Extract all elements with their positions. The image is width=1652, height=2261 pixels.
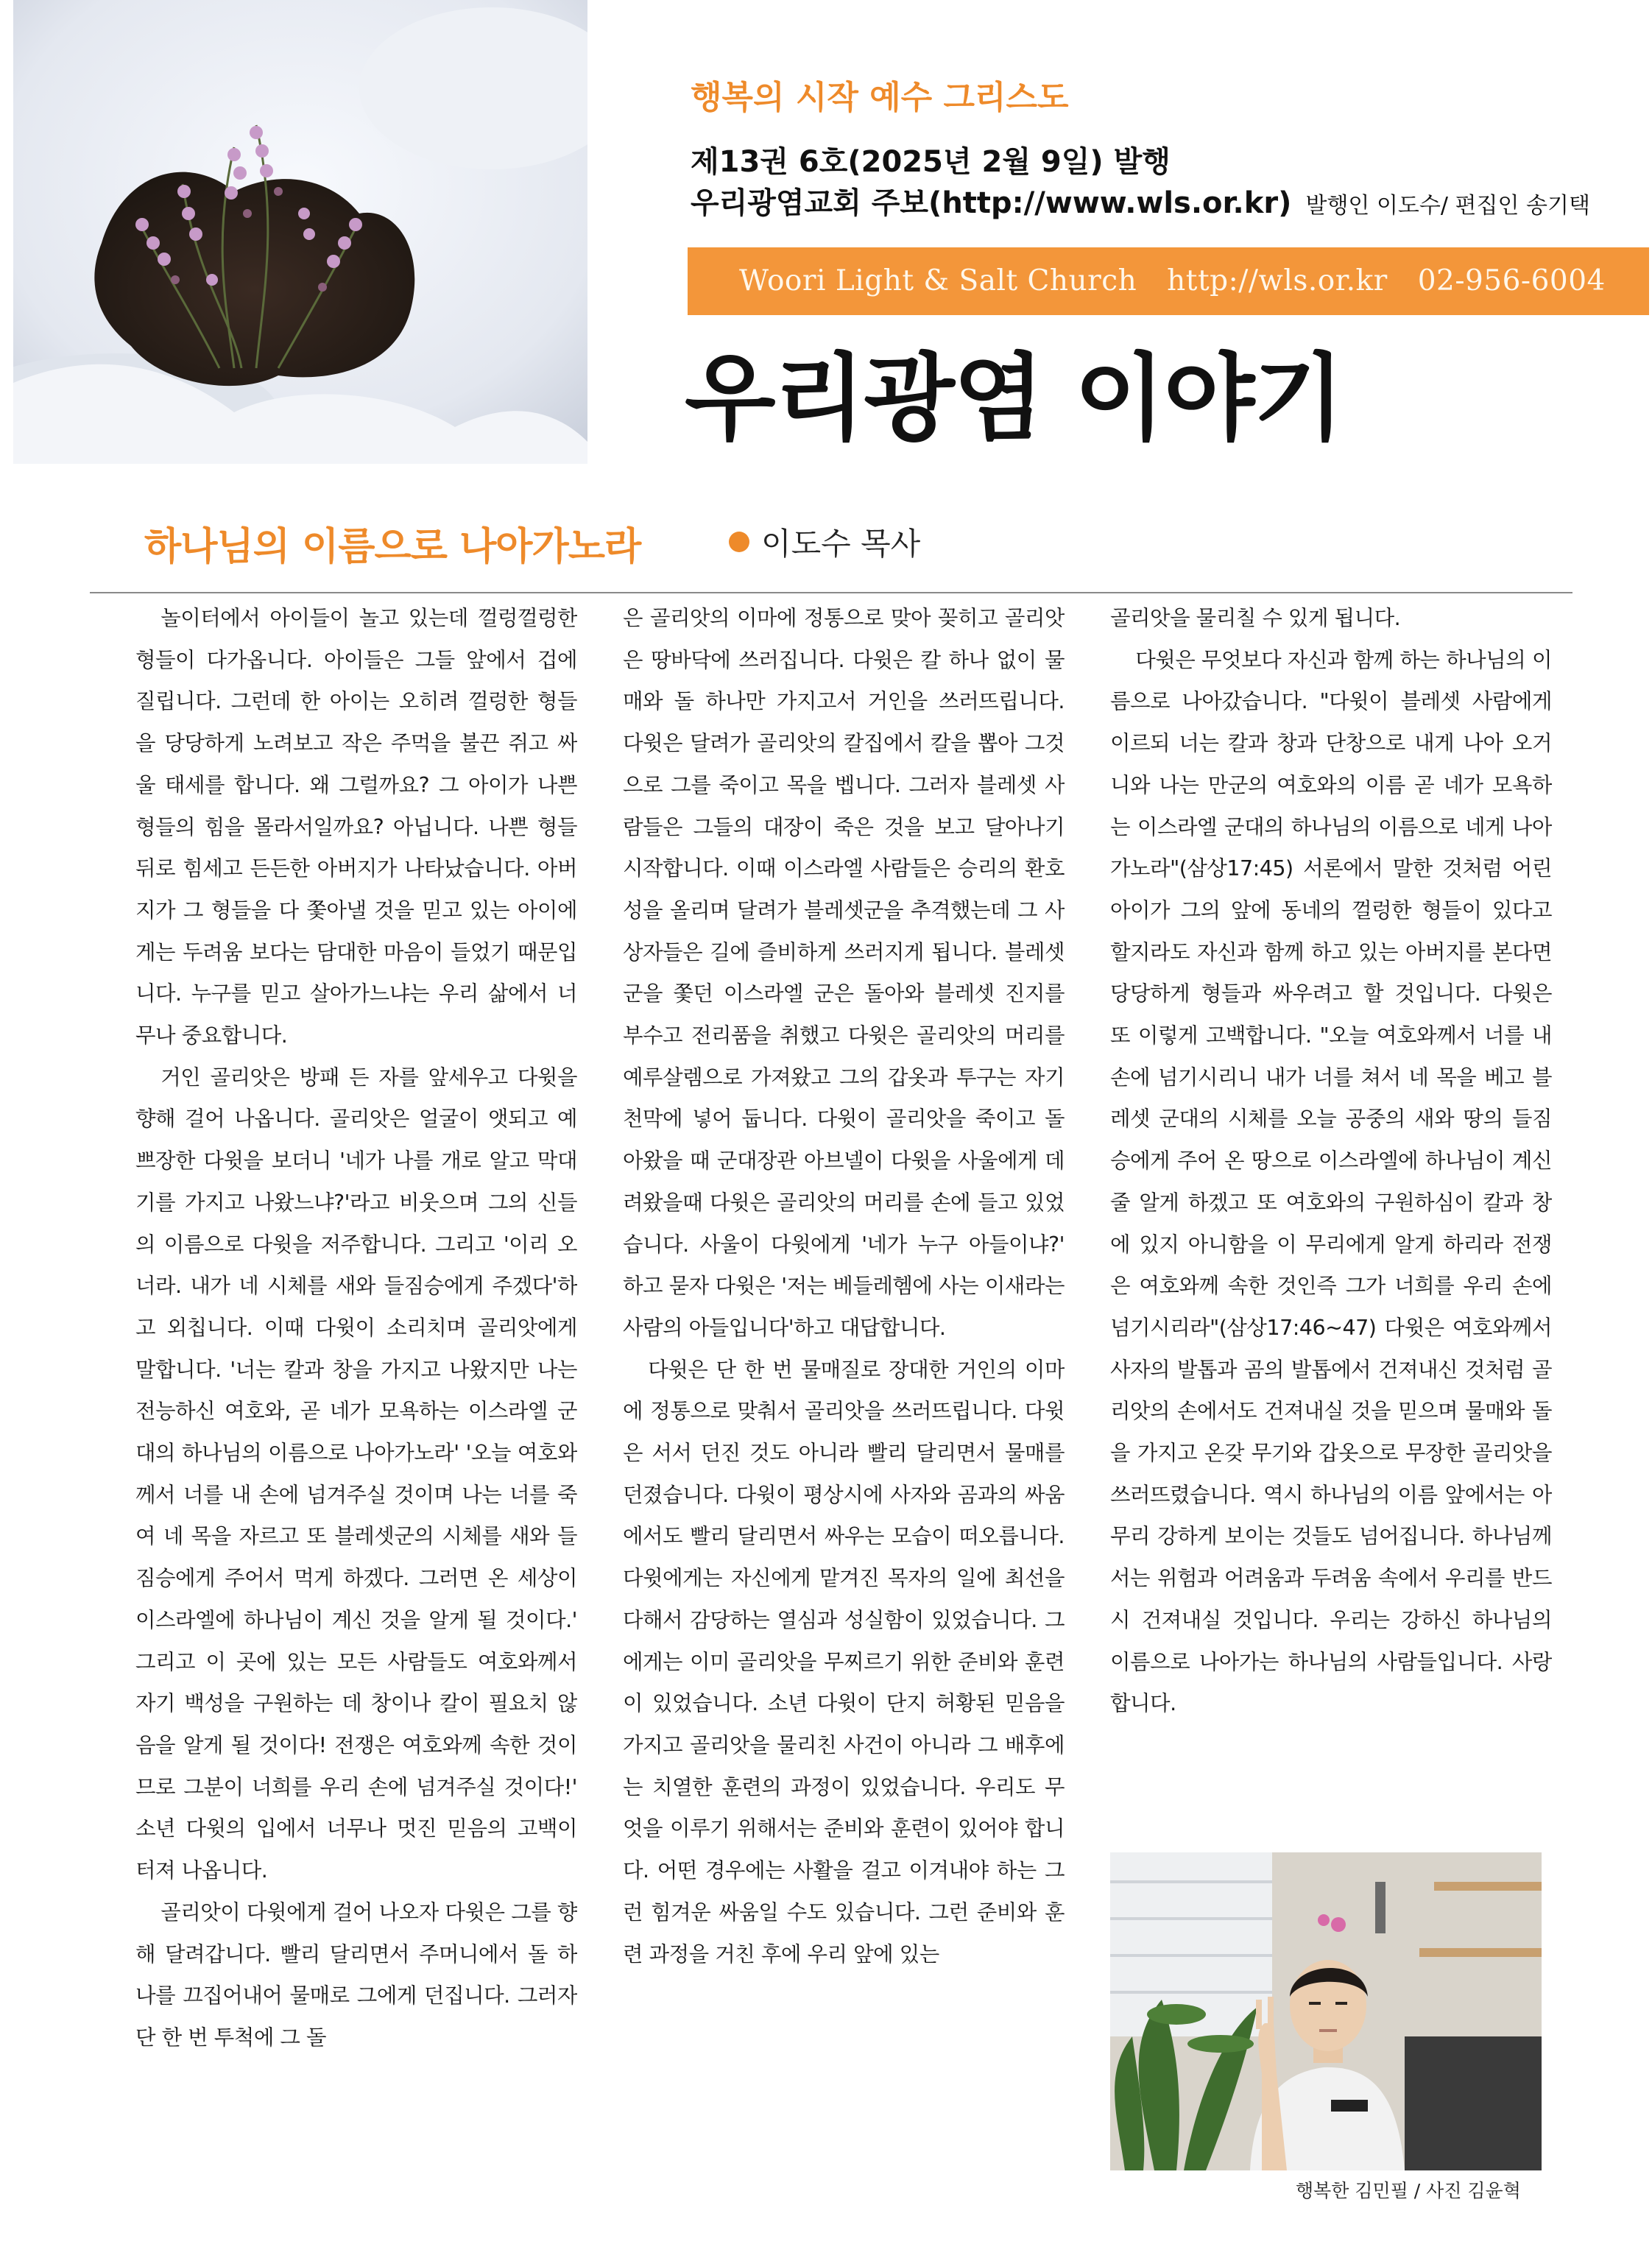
member-photo	[1110, 1852, 1542, 2170]
divider	[90, 592, 1572, 593]
article-column-3	[1110, 598, 1552, 1842]
slogan: 행복의 시작 예수 그리스도	[691, 79, 1069, 116]
bullet-dot-icon	[729, 532, 749, 552]
paragraph: 골리앗이 다윗에게 걸어 나오자 다윗은 그를 향해 달려갑니다. 빨리 달리면서 주머니에서 돌 하나를 끄집어내어 물매로 그에게 던집니다. 그러자 단 한 번 투척에 그 돌	[135, 1900, 577, 2050]
article-column-1	[135, 598, 577, 2181]
paragraph: 놀이터에서 아이들이 놀고 있는데 껄렁껄렁한 형들이 다가옵니다. 아이들은 그들 앞에서 겁에 질립니다. 그런데 한 아이는 오히려 껄렁한 형들을 당당하게 노려보고 작은 주먹을 불끈 쥐고 싸울 태세를 합니다. 왜 그럴까요? 그 아이가 나쁜 형들의 힘을 몰라서일까요? 아닙니다. 나쁜 형들 뒤로 힘세고 든든한 아버지가 나타났습니다. 아버지가 그 형들을 다 쫓아낼 것을 믿고 있는 아이에게는 두려움 보다는 담대한 마음이 들었기 때문입니다. 누구를 믿고 살아가느냐는 우리 삶에서 너무나 중요합니다.	[135, 606, 577, 1048]
masthead-title: 우리광염 이야기	[685, 344, 1344, 454]
issue-info: 제13권 6호(2025년 2월 9일) 발행	[691, 145, 1171, 179]
church-phone: 02-956-6004	[1417, 264, 1606, 297]
paragraph: 다윗은 무엇보다 자신과 함께 하는 하나님의 이름으로 나아갔습니다. "다윗이 블레셋 사람에게 이르되 너는 칼과 창과 단창으로 내게 나아 오거니와 나는 만군의 여호와의 이름 곧 네가 모욕하는 이스라엘 군대의 하나님의 이름으로 네게 나아가노라"(삼상17:45) 서론에서 말한 것처럼 어린 아이가 그의 앞에 동네의 껄렁한 형들이 있다고 할지라도 자신과 함께 하고 있는 아버지를 본다면 당당하게 형들과 싸우려고 할 것입니다. 다윗은 또 이렇게 고백합니다. "오늘 여호와께서 너를 내 손에 넘기시리니 내가 너를 쳐서 네 목을 베고 블레셋 군대의 시체를 오늘 공중의 새와 땅의 들짐승에게 주어 온 땅으로 이스라엘에 하나님이 계신 줄 알게 하겠고 또 여호와의 구원하심이 칼과 창에 있지 아니함을 이 무리에게 알게 하리라 전쟁은 여호와께 속한 것인즉 그가 너희를 우리 손에 넘기시리라"(삼상17:46~47) 다윗은 여호와께서 사자의 발톱과 곰의 발톱에서 건져내신 것처럼 골리앗의 손에서도 건져내실 것을 믿으며 물매와 돌을 가지고 온갖 무기와 갑옷으로 무장한 골리앗을 쓰러뜨렸습니다. 역시 하나님의 이름 앞에서는 아무리 강하게 보이는 것들도 넘어집니다. 하나님께서는 위험과 어려움과 두려움 속에서 우리를 반드시 건져내실 것입니다. 우리는 강하신 하나님의 이름으로 나아가는 하나님의 사람들입니다. 사랑합니다.	[1110, 647, 1552, 1716]
article-title: 하나님의 이름으로 나아가노라	[144, 525, 641, 569]
church-banner	[688, 247, 1649, 315]
paper-name: 우리광염교회 주보(http://www.wls.or.kr)	[691, 186, 1292, 220]
church-url: http://wls.or.kr	[1167, 264, 1388, 297]
paragraph: 골리앗을 물리칠 수 있게 됩니다.	[1110, 606, 1401, 630]
byline	[729, 520, 920, 564]
paragraph: 다윗은 단 한 번 물매질로 장대한 거인의 이마에 정통으로 맞춰서 골리앗을 쓰러뜨립니다. 다윗은 서서 던진 것도 아니라 빨리 달리면서 물매를 던졌습니다. 다윗이 평상시에 사자와 곰과의 싸움에서도 빨리 달리면서 싸우는 모습이 떠오릅니다. 다윗에게는 자신에게 맡겨진 목자의 일에 최선을 다해서 감당하는 열심과 성실함이 있었습니다. 그에게는 이미 골리앗을 무찌르기 위한 준비와 훈련이 있었습니다. 소년 다윗이 단지 허황된 믿음을 가지고 골리앗을 물리친 사건이 아니라 그 배후에는 치열한 훈련의 과정이 있었습니다. 우리도 무엇을 이루기 위해서는 준비와 훈련이 있어야 합니다. 어떤 경우에는 사활을 걸고 이겨내야 하는 그런 힘겨운 싸움일 수도 있습니다. 그런 준비와 훈련 과정을 거친 후에 우리 앞에 있는	[623, 1357, 1065, 1967]
paragraph: 거인 골리앗은 방패 든 자를 앞세우고 다윗을 향해 걸어 나옵니다. 골리앗은 얼굴이 앳되고 예쁘장한 다윗을 보더니 '네가 나를 개로 알고 막대기를 가지고 나왔느냐?'라고 비웃으며 그의 신들의 이름으로 다윗을 저주합니다. 그리고 '이리 오너라. 내가 네 시체를 새와 들짐승에게 주겠다'하고 외칩니다. 이때 다윗이 소리치며 골리앗에게 말합니다. '너는 칼과 창을 가지고 나왔지만 나는 전능하신 여호와, 곧 네가 모욕하는 이스라엘 군대의 하나님의 이름으로 나아가노라' '오늘 여호와께서 너를 내 손에 넘겨주실 것이며 나는 너를 죽여 네 목을 자르고 또 블레셋군의 시체를 새와 들짐승에게 주어서 먹게 하겠다. 그러면 온 세상이 이스라엘에 하나님이 계신 것을 알게 될 것이다.' 그리고 이 곳에 있는 모든 사람들도 여호와께서 자기 백성을 구원하는 데 창이나 칼이 필요치 않음을 알게 될 것이다! 전쟁은 여호와께 속한 것이므로 그분이 너희를 우리 손에 넘겨주실 것이다!' 소년 다윗의 입에서 너무나 멋진 믿음의 고백이 터져 나옵니다.	[135, 1065, 577, 1883]
paper-info	[691, 180, 1590, 222]
church-name: Woori Light & Salt Church	[739, 264, 1137, 297]
header-photo	[13, 0, 587, 464]
author-name: 이도수 목사	[761, 526, 921, 562]
publisher-info: 발행인 이도수/ 편집인 송기택	[1305, 193, 1590, 219]
paragraph: 은 골리앗의 이마에 정통으로 맞아 꽂히고 골리앗은 땅바닥에 쓰러집니다. 다윗은 칼 하나 없이 물매와 돌 하나만 가지고서 거인을 쓰러뜨립니다. 다윗은 달려가 골리앗의 칼집에서 칼을 뽑아 그것으로 그를 죽이고 목을 벱니다. 그러자 블레셋 사람들은 그들의 대장이 죽은 것을 보고 달아나기 시작합니다. 이때 이스라엘 사람들은 승리의 환호성을 올리며 달려가 블레셋군을 추격했는데 그 사상자들은 길에 즐비하게 쓰러지게 됩니다. 블레셋 군을 쫓던 이스라엘 군은 돌아와 블레셋 진지를 부수고 전리품을 취했고 다윗은 골리앗의 머리를 예루살렘으로 가져왔고 그의 갑옷과 투구는 자기 천막에 넣어 둡니다. 다윗이 골리앗을 죽이고 돌아왔을 때 군대장관 아브넬이 다윗을 사울에게 데려왔을때 다윗은 골리앗의 머리를 손에 들고 있었습니다. 사울이 다윗에게 '네가 누구 아들이냐?' 하고 묻자 다윗은 '저는 베들레헴에 사는 이새라는 사람의 아들입니다'하고 대답합니다.	[623, 606, 1065, 1340]
article-column-2	[623, 598, 1065, 2181]
photo-caption: 행복한 김민필 / 사진 김윤혁	[1296, 2180, 1521, 2201]
